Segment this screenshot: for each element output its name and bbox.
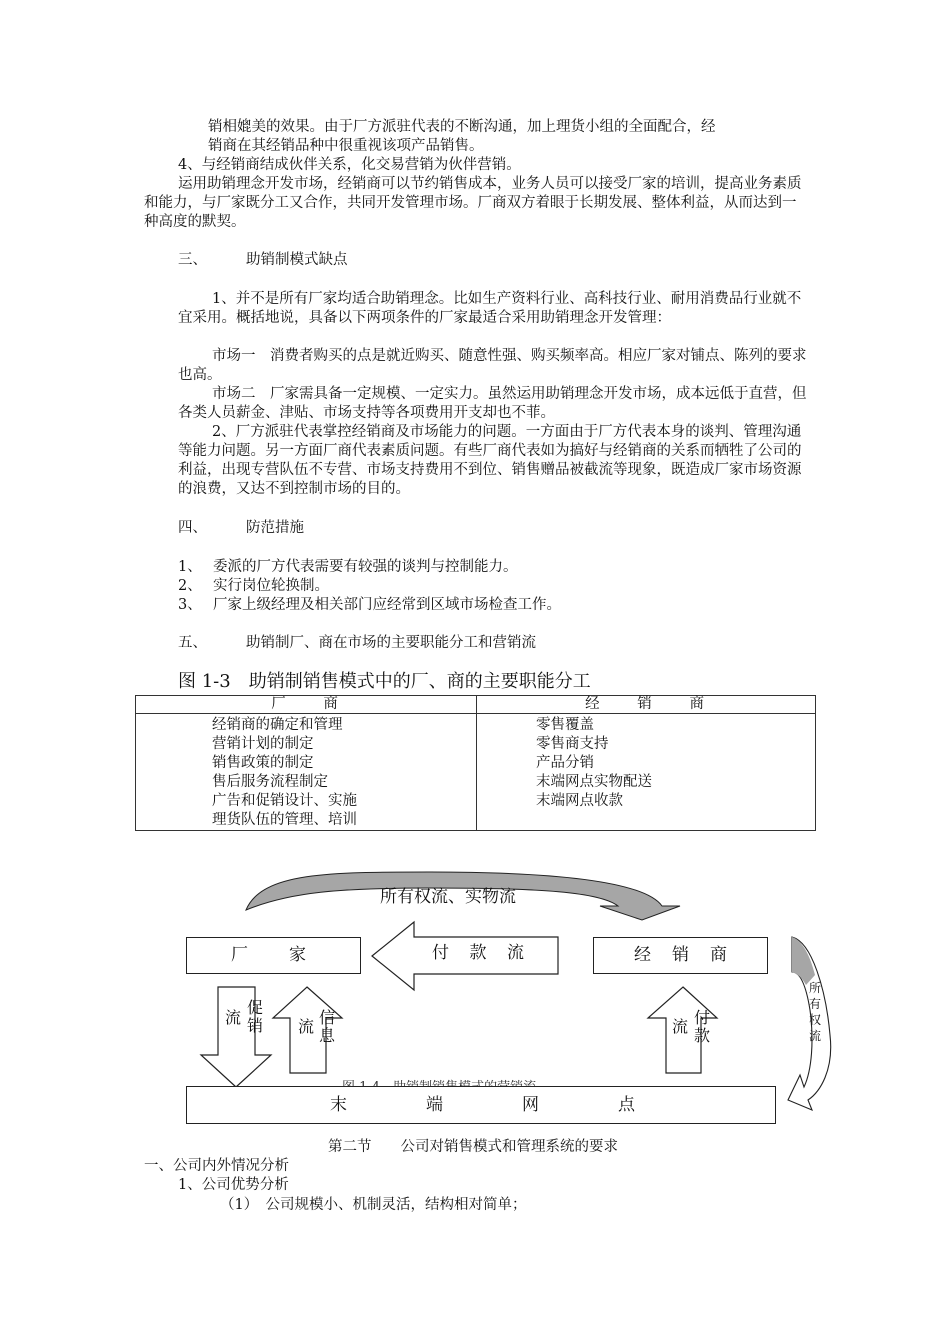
- measure-text: 委派的厂方代表需要有较强的谈判与控制能力。: [213, 559, 518, 575]
- list-item: 零售覆盖: [536, 717, 594, 733]
- list-item: 产品分销: [536, 755, 594, 771]
- factory-char: 家: [289, 945, 306, 965]
- market-1: 市场一 消费者购买的点是就近购买、随意性强、购买频率高。相应厂家对铺点、陈列的要求也高。: [178, 348, 807, 383]
- dealer-pay-label-1: 付: [693, 1008, 710, 1027]
- factory-box: [186, 937, 361, 974]
- outline-item: （1） 公司规模小、机制灵活，结构相对简单；: [220, 1197, 527, 1213]
- defect-1: 1、并不是所有厂家均适合助销理念。比如生产资料行业、高科技行业、耐用消费品行业就不宜采用。概括地说，具备以下两项条件的厂家最适合采用助销理念开发管理：: [178, 291, 802, 326]
- list-item: 销售政策的制定: [212, 755, 314, 771]
- point-4-text: 与经销商结成伙伴关系，化交易营销为伙伴营销。: [201, 157, 521, 173]
- dealer-pay-label-3: 流: [671, 1017, 688, 1036]
- measure-number: 2、: [178, 578, 202, 594]
- outline-item: 一、公司内外情况分析: [144, 1158, 289, 1174]
- terminal-char: 网: [522, 1094, 539, 1115]
- figure-1-3-caption: 图 1-3 助销制销售模式中的厂、商的主要职能分工: [178, 671, 591, 692]
- market-2: 市场二 厂家需具备一定规模、一定实力。虽然运用助销理念开发市场，成本远低于直营，但各类人员薪金、津贴、市场支持等各项费用开支却也不菲。: [178, 386, 807, 421]
- terminal-char: 末: [330, 1094, 347, 1115]
- measure-text: 实行岗位轮换制。: [213, 578, 329, 594]
- payment-char: 款: [469, 943, 487, 963]
- info-label-3: 流: [297, 1017, 314, 1036]
- measure-text: 厂家上级经理及相关部门应经常到区域市场检查工作。: [213, 597, 561, 613]
- measure-number: 3、: [178, 597, 202, 613]
- paragraph-line: 销商在其经销品种中很重视该项产品销售。: [208, 138, 484, 154]
- terminal-char: 点: [618, 1094, 635, 1115]
- section-3-title: 助销制模式缺点: [246, 252, 348, 268]
- section-title: 第二节 公司对销售模式和管理系统的要求: [328, 1139, 618, 1155]
- ownership-char: 有: [808, 997, 821, 1011]
- dealer-box: [593, 937, 768, 974]
- list-item: 售后服务流程制定: [212, 774, 328, 790]
- point-4-description: 运用助销理念开发市场，经销商可以节约销售成本，业务人员可以接受厂家的培训，提高业务素质和能力，与厂家既分工又合作，共同开发管理市场。厂商双方着眼于长期发展、整体利益，从而达到一种高度的默契。: [144, 176, 802, 230]
- section-3-number: 三、: [178, 252, 207, 268]
- payment-flow-label: [432, 944, 524, 963]
- outline-item: 1、公司优势分析: [178, 1177, 289, 1193]
- ownership-char: 权: [808, 1013, 821, 1027]
- promotion-label-2: 销: [246, 1016, 263, 1035]
- section-4-number: 四、: [178, 520, 207, 536]
- point-4-number: 4、: [178, 157, 202, 173]
- ownership-char: 所: [808, 981, 821, 995]
- info-label-1: 信: [318, 1008, 335, 1027]
- ownership-label: [808, 980, 822, 1044]
- dealer-pay-label-2: 款: [693, 1026, 710, 1045]
- table-header-dealer: 经 销 商: [477, 696, 816, 714]
- info-label-2: 息: [318, 1026, 335, 1045]
- terminal-char: 端: [426, 1094, 443, 1115]
- paragraph-line: 销相媲美的效果。由于厂方派驻代表的不断沟通，加上理货小组的全面配合，经: [208, 119, 716, 135]
- list-item: 广告和促销设计、实施: [212, 793, 357, 809]
- table-header-manufacturer: 厂 商: [136, 696, 477, 714]
- payment-char: 流: [507, 943, 524, 963]
- list-item: 经销商的确定和管理: [212, 717, 343, 733]
- list-item: 零售商支持: [536, 736, 609, 752]
- list-item: 理货队伍的管理、培训: [212, 812, 357, 828]
- dealer-char: 销: [672, 945, 689, 965]
- ownership-char: 流: [808, 1029, 821, 1043]
- dealer-char: 商: [710, 945, 727, 965]
- list-item: 末端网点收款: [536, 793, 623, 809]
- promotion-label-1: 促: [246, 998, 263, 1017]
- factory-char: 厂: [231, 945, 248, 965]
- promotion-label-3: 流: [224, 1008, 241, 1027]
- list-item: 末端网点实物配送: [536, 774, 652, 790]
- dealer-char: 经: [634, 945, 651, 965]
- section-5-number: 五、: [178, 635, 207, 651]
- measure-number: 1、: [178, 559, 202, 575]
- terminal-box: [186, 1086, 776, 1124]
- section-4-title: 防范措施: [246, 520, 304, 536]
- defect-2: 2、厂方派驻代表掌控经销商及市场能力的问题。一方面由于厂方代表本身的谈判、管理沟通等能力问题。另一方面厂商代表素质问题。有些厂商代表如为搞好与经销商的关系而牺牲了公司的利益，出现专营队伍不专营、市场支持费用不到位、销售赠品被截流等现象，既造成厂家市场资源的浪费，又达不到控制市场的目的。: [178, 424, 802, 497]
- top-arrow-label: 所有权流、实物流: [380, 887, 516, 907]
- section-5-title: 助销制厂、商在市场的主要职能分工和营销流: [246, 635, 536, 651]
- payment-char: 付: [432, 943, 449, 963]
- list-item: 营销计划的制定: [212, 736, 314, 752]
